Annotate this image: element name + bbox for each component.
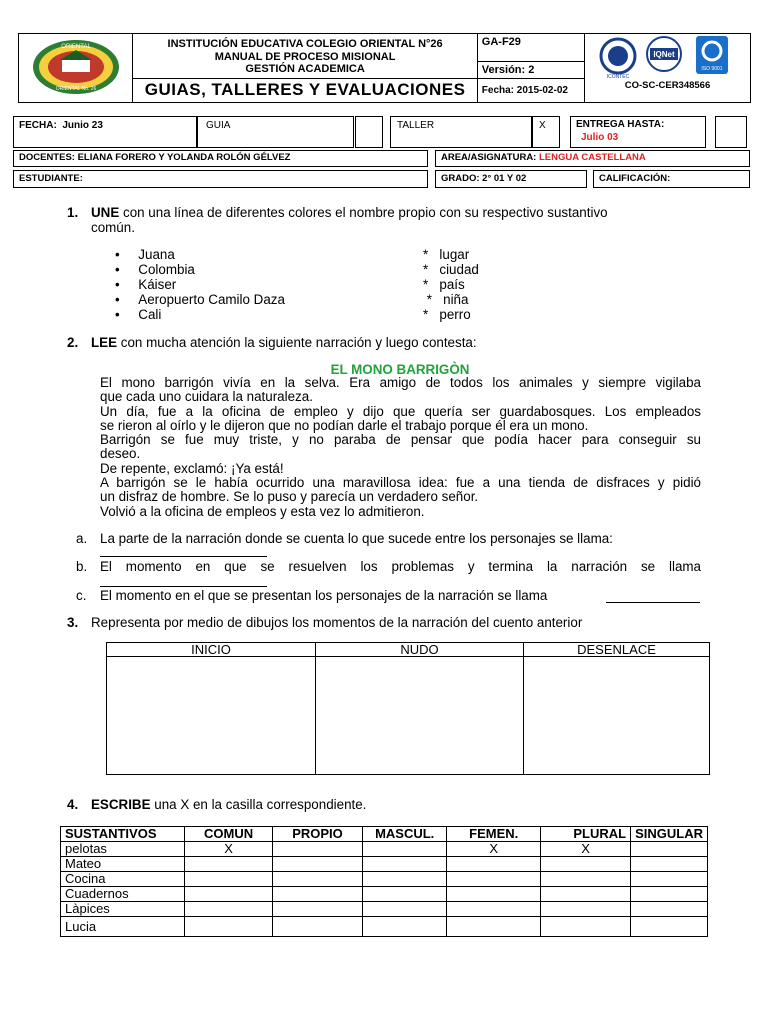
header-titles (133, 34, 477, 79)
header-plural: PLURAL (541, 827, 631, 842)
grado-text: GRADO: 2° 01 Y 02 (441, 173, 527, 184)
q3-number: 3. (67, 615, 79, 630)
story-line: se rieron al oírlo y le dijeron que no podían darle el trabajo porque él era un mono. (100, 417, 589, 433)
story-line: Volvió a la oficina de empleos y esta vez lo admitieron. (100, 503, 425, 519)
q2-number: 2. (67, 335, 79, 350)
check-cell[interactable] (631, 842, 708, 857)
check-cell[interactable] (362, 842, 446, 857)
doc-date: Fecha: 2015-02-02 (477, 78, 584, 102)
entrega-check[interactable] (715, 116, 747, 148)
grado-field[interactable] (435, 170, 587, 188)
taller-field[interactable] (390, 116, 532, 148)
q1-right-list (423, 247, 543, 322)
check-cell[interactable] (447, 902, 541, 917)
q2-a-answer-line[interactable] (100, 542, 267, 557)
check-cell[interactable] (185, 902, 273, 917)
story-line: que cada uno cuidara la naturaleza. (100, 389, 313, 405)
drawing-area-inicio[interactable] (107, 657, 316, 775)
estudiante-field[interactable] (13, 170, 428, 188)
check-cell[interactable] (541, 887, 631, 902)
iso-text: ISO 9001 (700, 66, 723, 72)
story-title: EL MONO BARRIGÒN (330, 362, 470, 377)
check-cell[interactable] (447, 857, 541, 872)
story-line: A barrigón se le había ocurrido una maravillosa idea: fue a una tienda de disfraces y pidió (100, 475, 701, 491)
taller-mark: X (539, 120, 546, 131)
list-item: • Aeropuerto Camilo Daza (115, 292, 285, 307)
list-item: * lugar (423, 247, 470, 262)
header-propio: PROPIO (273, 827, 363, 842)
calificacion-label: CALIFICACIÓN: (599, 173, 671, 184)
noun-cell: Cocina (61, 872, 185, 887)
story-text (100, 376, 701, 519)
header-singular: SINGULAR (631, 827, 708, 842)
logo-text-top: ORIENTAL (60, 43, 91, 50)
fecha-value: Junio 23 (62, 120, 103, 131)
check-cell[interactable]: X (447, 842, 541, 857)
check-cell[interactable] (541, 902, 631, 917)
certification-logos-icon (588, 34, 748, 80)
noun-cell: Lucia (61, 917, 185, 937)
q1-instruction-2: común. (91, 220, 135, 235)
check-cell[interactable] (631, 872, 708, 887)
calificacion-field[interactable] (593, 170, 750, 188)
q2-c-label: c. (76, 588, 87, 603)
q2-c-answer-line[interactable] (606, 589, 700, 603)
check-cell[interactable] (362, 917, 446, 937)
header-mascul: MASCUL. (362, 827, 446, 842)
question-4 (67, 797, 707, 812)
q4-instruction: una X en la casilla correspondiente. (150, 797, 367, 812)
fecha-field[interactable] (13, 116, 197, 148)
guia-check[interactable] (355, 116, 383, 148)
list-item: * ciudad (423, 262, 479, 277)
q2-b-label: b. (76, 559, 88, 574)
icontec-text: ICONTEC (606, 74, 629, 80)
drawing-table (106, 642, 710, 775)
list-item: * perro (423, 307, 471, 322)
story-line: De repente, exclamó: ¡Ya está! (100, 460, 284, 476)
taller-check[interactable] (532, 116, 560, 148)
cert-code: CO-SC-CER348566 (624, 80, 711, 91)
q4-verb: ESCRIBE (91, 797, 151, 812)
check-cell[interactable]: X (541, 842, 631, 857)
story-line: un disfraz de hombre. Se lo puso y parecía un verdadero señor. (100, 489, 479, 505)
q1-number: 1. (67, 205, 79, 220)
taller-label: TALLER (397, 120, 435, 131)
q3-instruction: Representa por medio de dibujos los momentos de la narración del cuento anterior (91, 615, 583, 630)
check-cell[interactable] (362, 857, 446, 872)
noun-table (60, 826, 708, 937)
check-cell[interactable] (541, 857, 631, 872)
check-cell[interactable] (185, 872, 273, 887)
table-row (61, 887, 708, 902)
q2-a-text: La parte de la narración donde se cuenta lo que sucede entre los personajes se llama: (100, 531, 613, 546)
check-cell[interactable] (631, 902, 708, 917)
check-cell[interactable] (362, 902, 446, 917)
entrega-field[interactable] (570, 116, 706, 148)
check-cell[interactable] (541, 917, 631, 937)
school-logo-icon (30, 38, 122, 96)
document-header (18, 33, 751, 103)
question-1 (67, 205, 707, 235)
check-cell[interactable] (273, 887, 363, 902)
iqnet-text: IQNet (652, 50, 675, 59)
manual-name: MANUAL DE PROCESO MISIONAL (214, 50, 396, 63)
table-row (61, 917, 708, 937)
question-2 (67, 335, 707, 350)
academic-area: GESTIÓN ACADEMICA (245, 63, 365, 76)
check-cell[interactable] (631, 887, 708, 902)
check-cell[interactable] (273, 902, 363, 917)
check-cell[interactable] (447, 917, 541, 937)
check-cell[interactable]: X (185, 842, 273, 857)
list-item: • Juana (115, 247, 175, 262)
noun-cell: pelotas (61, 842, 185, 857)
check-cell[interactable] (185, 887, 273, 902)
header-sustantivos: SUSTANTIVOS (61, 827, 185, 842)
q1-verb: UNE (91, 205, 120, 220)
drawing-area-nudo[interactable] (316, 657, 524, 775)
area-label: AREA/ASIGNATURA: (441, 152, 537, 163)
header-comun: COMUN (185, 827, 273, 842)
drawing-area-desenlace[interactable] (524, 657, 710, 775)
estudiante-label: ESTUDIANTE: (19, 173, 83, 184)
list-item: * país (423, 277, 465, 292)
fecha-label: FECHA: (19, 120, 57, 131)
list-item: * niña (426, 292, 469, 307)
col-desenlace: DESENLACE (524, 643, 710, 657)
guia-label: GUIA (206, 120, 231, 131)
table-row (61, 857, 708, 872)
story-line: Un día, fue a la oficina de empleo y dijo que quería ser guardabosques. Los empleados (100, 403, 701, 419)
q2-c-text: El momento en el que se presentan los personajes de la narración se llama (100, 588, 548, 603)
noun-cell: Làpices (61, 902, 185, 917)
check-cell[interactable] (631, 917, 708, 937)
check-cell[interactable] (185, 917, 273, 937)
question-3 (67, 615, 707, 630)
check-cell[interactable] (273, 872, 363, 887)
check-cell[interactable] (631, 857, 708, 872)
q2-b-answer-line[interactable] (100, 572, 267, 587)
doc-version: Versión: 2 (477, 62, 584, 78)
check-cell[interactable] (362, 887, 446, 902)
info-row-1 (13, 116, 748, 148)
docentes-text: DOCENTES: ELIANA FORERO Y YOLANDA ROLÓN GÉLVEZ (19, 152, 291, 163)
check-cell[interactable] (273, 917, 363, 937)
noun-cell: Mateo (61, 857, 185, 872)
school-name: INSTITUCIÓN EDUCATIVA COLEGIO ORIENTAL N°26 (167, 38, 443, 51)
story-line: deseo. (100, 446, 141, 462)
guia-field[interactable] (197, 116, 354, 148)
entrega-label: ENTREGA HASTA: (576, 119, 665, 130)
col-inicio: INICIO (107, 643, 316, 657)
story-line: El mono barrigón vivía en la selva. Era amigo de todos los animales y siempre vigilaba (100, 375, 701, 390)
table-header-row (61, 827, 708, 842)
table-row (61, 902, 708, 917)
list-item: • Káiser (115, 277, 177, 292)
list-item: • Cali (115, 307, 162, 322)
doc-code: GA-F29 (477, 34, 584, 62)
q2-b-text: El momento en que se resuelven los problemas y termina la narración se llama (100, 559, 701, 574)
area-value: LENGUA CASTELLANA (539, 152, 646, 163)
story-line: Barrigón se fue muy triste, y no paraba de pensar que podía hacer para conseguir su (100, 432, 701, 448)
check-cell[interactable] (447, 887, 541, 902)
header-femen: FEMEN. (447, 827, 541, 842)
q4-number: 4. (67, 797, 79, 812)
q1-instruction: con una línea de diferentes colores el nombre propio con su respectivo sustantivo (119, 205, 608, 220)
q2-a-label: a. (76, 531, 88, 546)
check-cell[interactable] (273, 857, 363, 872)
check-cell[interactable] (447, 872, 541, 887)
table-row (61, 842, 708, 857)
logo-text-bottom: ORIENTAL No. 26 (55, 85, 97, 92)
table-row (61, 872, 708, 887)
col-nudo: NUDO (316, 643, 524, 657)
noun-cell: Cuadernos (61, 887, 185, 902)
school-logo-cell (19, 34, 133, 103)
check-cell[interactable] (362, 872, 446, 887)
list-item: • Colombia (115, 262, 195, 277)
doc-title: GUIAS, TALLERES Y EVALUACIONES (133, 78, 477, 102)
q2-verb: LEE (91, 335, 118, 350)
q1-left-list (115, 247, 415, 322)
cert-logos-cell (585, 34, 751, 103)
entrega-value: Julio 03 (581, 132, 619, 143)
check-cell[interactable] (541, 872, 631, 887)
docentes-field[interactable] (13, 150, 428, 167)
q2-instruction: con mucha atención la siguiente narración y luego contesta: (117, 335, 477, 350)
check-cell[interactable] (273, 842, 363, 857)
area-field[interactable] (435, 150, 750, 167)
check-cell[interactable] (185, 857, 273, 872)
